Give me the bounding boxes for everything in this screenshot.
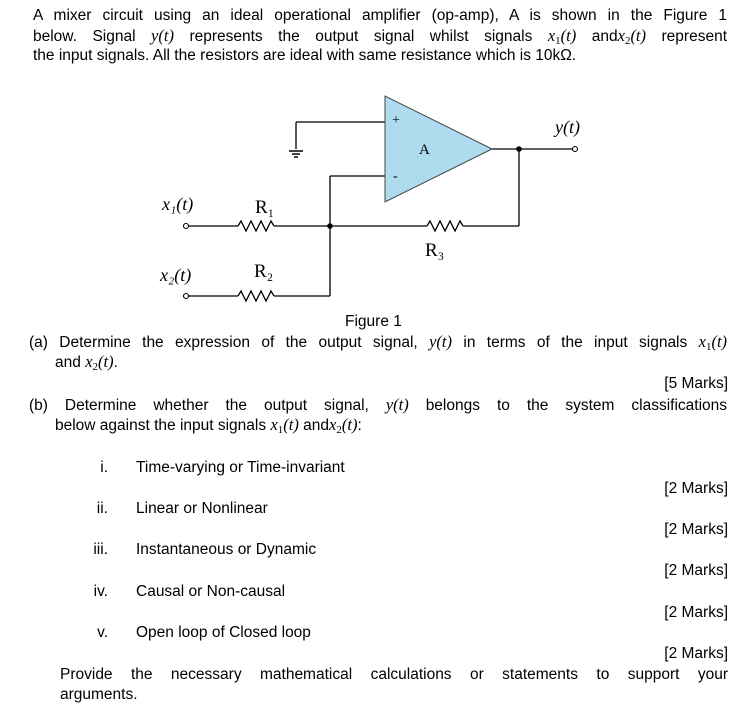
item-number: i. [100,459,108,476]
signal-x2: $x_2(t)$ [85,352,114,373]
intro-line-3: the input signals. All the resistors are ideal with same resistance which is 10kΩ. [33,47,577,64]
intro-text: and [591,28,618,45]
figure-caption: Figure 1 [345,313,402,330]
item-text: Time-varying or Time-invariant [136,459,345,476]
x1-terminal [184,224,189,229]
part-b-line-2: below against the input signals $x_1(t)$ andx$_2$(t): [55,415,362,436]
signal-y: y(t) [385,395,409,414]
item-number: v. [97,624,108,641]
part-a-marks: [5 Marks] [664,375,728,392]
ground-icon [289,151,303,157]
item-number: iii. [93,541,108,558]
x1-label: x₁(t) [162,194,194,214]
intro-text: represents the output signal whilst signals [189,28,533,45]
part-a-text: (a) Determine the expression of the output signal, [29,334,418,351]
item-marks: [2 Marks] [664,562,728,579]
part-a-text: in terms of the input signals [463,334,688,351]
part-a-line-1 [29,332,727,357]
signal-x2: $x_2(t)$ [329,415,358,436]
item-text: Causal or Non-causal [136,583,286,600]
intro-text: represent [661,28,727,45]
junction-dot [516,146,522,152]
r1-label: R₁ [255,197,275,218]
signal-x1: $x_1(t)$ [270,415,299,436]
op-amp [385,96,492,202]
closing-line-1: Provide the necessary mathematical calculations or statements to support your [60,666,728,683]
x2-label: x₂(t) [160,265,192,285]
part-a-line-2: and $x_2(t)$. [55,352,118,373]
item-number: iv. [93,583,108,600]
intro-text: below. Signal [33,28,136,45]
part-b-line-1: (b) Determine whether the output signal, y(t) belongs to the system classifications [29,395,728,414]
item-text: Open loop of Closed loop [136,624,311,641]
r2-label: R₂ [254,261,274,282]
intro-line-1: A mixer circuit using an ideal operational amplifier (op-amp), A is shown in the Figure 1 [33,7,727,24]
plus-sign: + [392,113,400,128]
junction-dot [327,223,333,229]
circuit-diagram [0,88,744,318]
r3-label: R₃ [425,240,445,261]
output-label: y(t) [555,117,580,137]
item-text: Linear or Nonlinear [136,500,268,517]
signal-x1: $x_1(t)$ [547,26,577,47]
signal-x1: $x_1(t)$ [698,332,728,353]
minus-sign: - [393,169,398,184]
item-marks: [2 Marks] [664,480,728,497]
item-marks: [2 Marks] [664,521,728,538]
closing-line-2: arguments. [60,686,138,703]
item-text: Instantaneous or Dynamic [136,541,317,558]
signal-y: y(t) [151,26,174,45]
item-number: ii. [96,500,108,517]
signal-x2: $x_2(t)$ [617,26,647,47]
signal-y: y(t) [429,332,453,351]
item-marks: [2 Marks] [664,645,728,662]
output-terminal [573,147,578,152]
amp-label: A [419,142,430,158]
item-marks: [2 Marks] [664,604,728,621]
x2-terminal [184,294,189,299]
